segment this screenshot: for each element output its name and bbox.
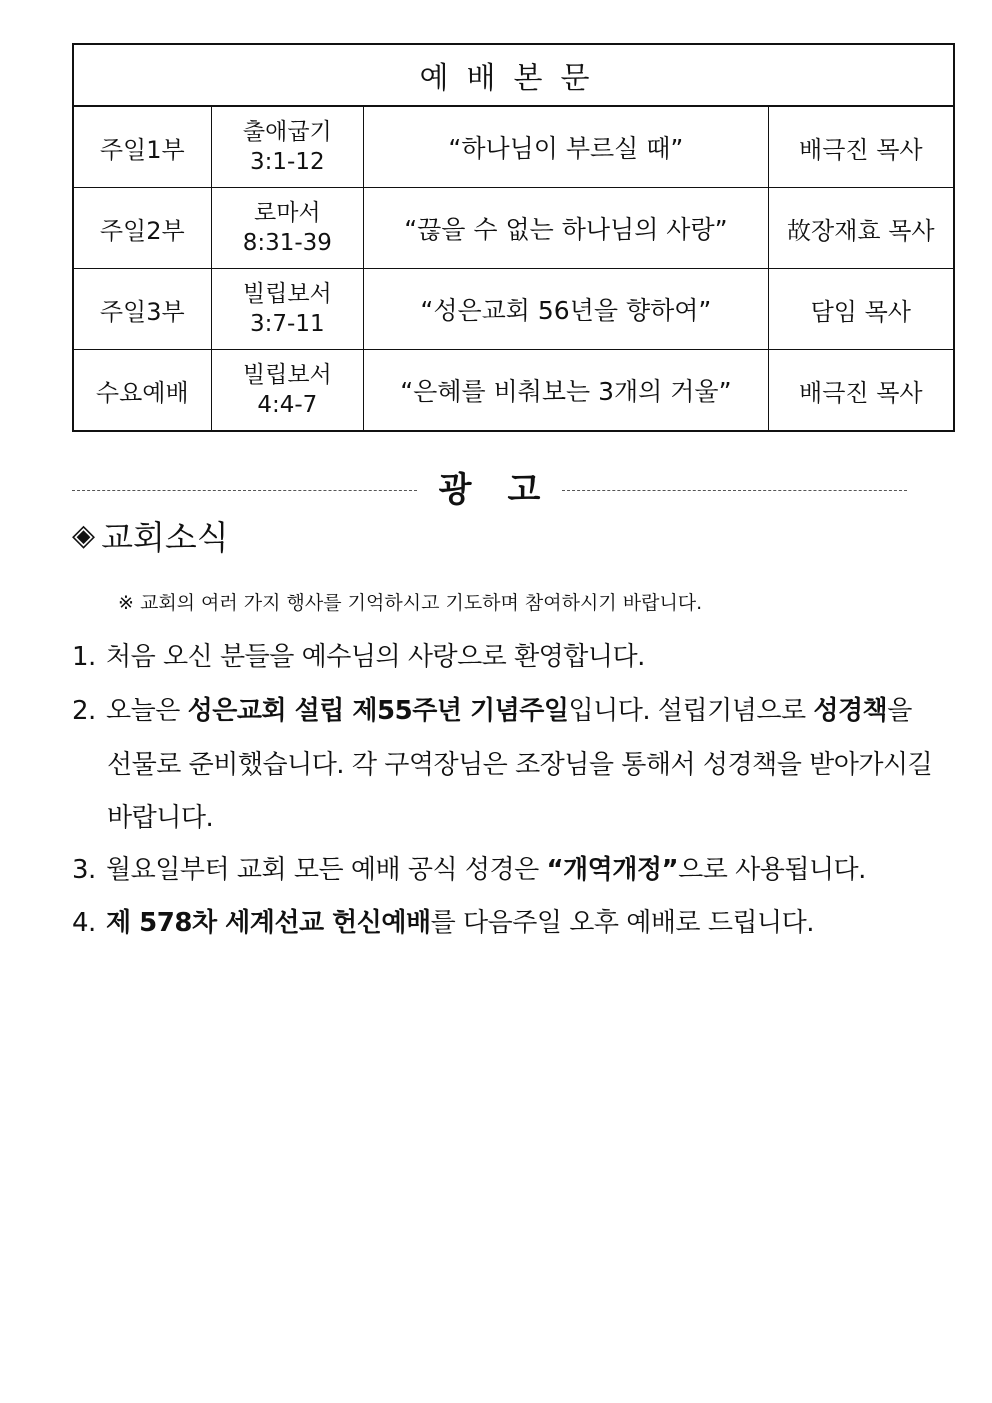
item-continuation: 바랍니다.	[107, 803, 214, 833]
scripture-cell	[211, 188, 364, 269]
section-title: 교회소식	[101, 518, 229, 557]
item-number: 3.	[72, 855, 96, 885]
table-title: 예배본문	[73, 44, 954, 106]
book-name: 빌립보서	[242, 281, 332, 307]
book-name: 빌립보서	[242, 362, 332, 388]
scripture-cell	[211, 350, 364, 432]
preacher-cell: 담임 목사	[768, 269, 954, 350]
sermon-title-cell: “하나님이 부르실 때”	[364, 106, 768, 188]
worship-scripture-table	[72, 43, 955, 432]
dashed-divider	[562, 490, 907, 491]
item-emphasis: 제 578차 세계선교 헌신예배	[106, 908, 431, 938]
scripture-cell	[211, 106, 364, 188]
service-cell: 주일1부	[73, 106, 211, 188]
service-cell: 주일2부	[73, 188, 211, 269]
item-text: 처음 오신 분들을 예수님의 사랑으로 환영합니다.	[106, 642, 645, 672]
sermon-title-cell: “은혜를 비춰보는 3개의 거울”	[364, 350, 768, 432]
item-text: 을	[887, 696, 912, 726]
preacher-cell: 배극진 목사	[768, 106, 954, 188]
item-emphasis: 성경책	[813, 696, 888, 726]
notice-note: ※ 교회의 여러 가지 행사를 기억하시고 기도하며 참여하시기 바랍니다.	[118, 592, 703, 614]
diamond-icon: ◈	[72, 518, 96, 553]
item-text: 으로 사용됩니다.	[678, 855, 866, 885]
service-cell: 주일3부	[73, 269, 211, 350]
item-text: 입니다. 설립기념으로	[568, 696, 814, 726]
verse-ref: 8:31-39	[242, 230, 332, 256]
notice-title: 광고	[438, 469, 577, 510]
item-number: 1.	[72, 642, 96, 672]
dashed-divider	[72, 490, 417, 491]
sermon-title-cell: “성은교회 56년을 향하여”	[364, 269, 768, 350]
sermon-title-cell: “끊을 수 없는 하나님의 사랑”	[364, 188, 768, 269]
list-item	[72, 902, 814, 939]
item-continuation: 선물로 준비했습니다. 각 구역장님은 조장님을 통해서 성경책을 받아가시길	[107, 750, 933, 780]
table-row	[73, 269, 954, 350]
notice-header	[72, 456, 907, 516]
verse-ref: 4:4-7	[257, 392, 318, 418]
book-name: 로마서	[254, 200, 321, 226]
item-text: 를 다음주일 오후 예배로 드립니다.	[430, 908, 815, 938]
section-heading	[72, 512, 229, 559]
item-number: 4.	[72, 908, 96, 938]
preacher-cell: 故장재효 목사	[768, 188, 954, 269]
book-name: 출애굽기	[242, 119, 332, 145]
item-text: 오늘은	[106, 696, 188, 726]
item-text: 월요일부터 교회 모든 예배 공식 성경은	[106, 855, 547, 885]
item-number: 2.	[72, 696, 96, 726]
verse-ref: 3:7-11	[250, 311, 325, 337]
scripture-cell	[211, 269, 364, 350]
item-emphasis: 성은교회 설립 제55주년 기념주일	[187, 696, 569, 726]
list-item	[72, 849, 866, 886]
list-item	[72, 690, 912, 727]
table-row	[73, 350, 954, 432]
service-cell: 수요예배	[73, 350, 211, 432]
table-row	[73, 188, 954, 269]
table-row	[73, 106, 954, 188]
verse-ref: 3:1-12	[250, 149, 325, 175]
list-item	[72, 636, 645, 673]
preacher-cell: 배극진 목사	[768, 350, 954, 432]
item-emphasis: “개역개정”	[546, 855, 679, 885]
